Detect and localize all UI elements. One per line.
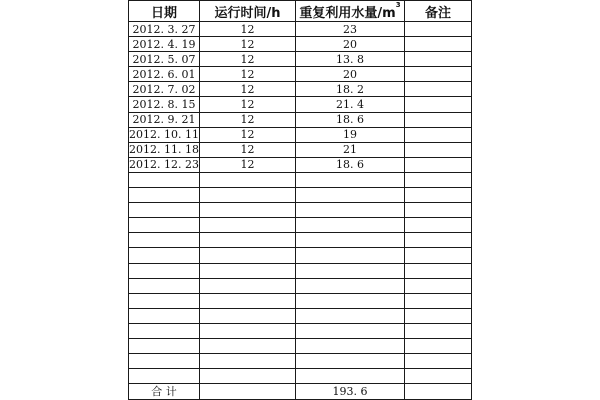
cell-date bbox=[129, 369, 200, 384]
cell-water bbox=[296, 172, 405, 187]
cell-runtime bbox=[200, 188, 296, 203]
cell-water bbox=[296, 323, 405, 338]
table-row bbox=[129, 369, 472, 384]
cell-runtime: 12 bbox=[200, 22, 296, 37]
cell-water: 19 bbox=[296, 127, 405, 142]
cell-remarks bbox=[405, 67, 472, 82]
cell-date bbox=[129, 248, 200, 263]
cell-remarks bbox=[405, 293, 472, 308]
table-row bbox=[129, 354, 472, 369]
cell-remarks bbox=[405, 157, 472, 172]
cell-runtime bbox=[200, 278, 296, 293]
cell-remarks bbox=[405, 97, 472, 112]
table-row bbox=[129, 22, 472, 37]
cell-water: 21. 4 bbox=[296, 97, 405, 112]
cell-water: 21 bbox=[296, 142, 405, 157]
cell-date: 2012. 3. 27 bbox=[129, 22, 200, 37]
cell-date: 2012. 8. 15 bbox=[129, 97, 200, 112]
cell-runtime bbox=[200, 263, 296, 278]
cell-date bbox=[129, 172, 200, 187]
cell-date: 2012. 11. 18 bbox=[129, 143, 199, 157]
cell-date bbox=[129, 203, 200, 218]
cell-date: 2012. 7. 02 bbox=[129, 82, 200, 97]
cell-remarks bbox=[405, 354, 472, 369]
table-row bbox=[129, 263, 472, 278]
cell-remarks bbox=[405, 112, 472, 127]
table-row bbox=[129, 323, 472, 338]
cell-date bbox=[129, 188, 200, 203]
table-row bbox=[129, 67, 472, 82]
cell-water: 20 bbox=[296, 67, 405, 82]
cell-runtime bbox=[200, 323, 296, 338]
header-water-label: 重复利用水量/m bbox=[299, 5, 396, 21]
cell-remarks bbox=[405, 323, 472, 338]
cell-date: 2012. 9. 21 bbox=[129, 112, 200, 127]
cell-runtime: 12 bbox=[200, 97, 296, 112]
cell-runtime: 12 bbox=[200, 37, 296, 52]
total-runtime bbox=[200, 384, 296, 400]
table-row bbox=[129, 248, 472, 263]
cell-date bbox=[129, 354, 200, 369]
cell-water bbox=[296, 308, 405, 323]
cell-remarks bbox=[405, 82, 472, 97]
cell-remarks bbox=[405, 308, 472, 323]
total-water: 193. 6 bbox=[296, 384, 405, 400]
cell-runtime bbox=[200, 248, 296, 263]
cell-remarks bbox=[405, 233, 472, 248]
cell-water bbox=[296, 188, 405, 203]
cell-runtime: 12 bbox=[200, 82, 296, 97]
cell-date bbox=[129, 218, 200, 233]
cell-water bbox=[296, 233, 405, 248]
cell-date bbox=[129, 278, 200, 293]
cell-water bbox=[296, 293, 405, 308]
table-row bbox=[129, 293, 472, 308]
cell-runtime bbox=[200, 293, 296, 308]
cell-water: 18. 6 bbox=[296, 112, 405, 127]
table-row bbox=[129, 278, 472, 293]
cell-water: 20 bbox=[296, 37, 405, 52]
cell-remarks bbox=[405, 172, 472, 187]
cell-date bbox=[129, 323, 200, 338]
cell-runtime bbox=[200, 218, 296, 233]
cell-date bbox=[129, 338, 200, 353]
cell-remarks bbox=[405, 278, 472, 293]
cell-remarks bbox=[405, 142, 472, 157]
cell-water bbox=[296, 218, 405, 233]
cell-date: 2012. 4. 19 bbox=[129, 37, 200, 52]
cell-remarks bbox=[405, 248, 472, 263]
cell-remarks bbox=[405, 22, 472, 37]
table-row bbox=[129, 308, 472, 323]
total-remarks bbox=[405, 384, 472, 400]
cell-date bbox=[129, 293, 200, 308]
cell-remarks bbox=[405, 37, 472, 52]
cell-remarks bbox=[405, 218, 472, 233]
cell-runtime bbox=[200, 308, 296, 323]
cell-date bbox=[129, 233, 200, 248]
cell-remarks bbox=[405, 338, 472, 353]
table-row bbox=[129, 52, 472, 67]
cell-water: 18. 2 bbox=[296, 82, 405, 97]
table-row bbox=[129, 233, 472, 248]
cell-water bbox=[296, 354, 405, 369]
cell-runtime: 12 bbox=[200, 112, 296, 127]
cell-water bbox=[296, 338, 405, 353]
table-row bbox=[129, 203, 472, 218]
table-row bbox=[129, 127, 472, 142]
table-row bbox=[129, 112, 472, 127]
cell-runtime bbox=[200, 233, 296, 248]
cell-water: 13. 8 bbox=[296, 52, 405, 67]
table-row bbox=[129, 37, 472, 52]
total-row bbox=[129, 384, 472, 400]
cell-date: 2012. 5. 07 bbox=[129, 52, 200, 67]
header-row bbox=[129, 1, 472, 22]
cell-date: 2012. 10. 11 bbox=[129, 128, 199, 142]
cell-water bbox=[296, 369, 405, 384]
header-water-volume bbox=[296, 1, 405, 22]
table-row bbox=[129, 338, 472, 353]
cell-remarks bbox=[405, 369, 472, 384]
header-remarks: 备注 bbox=[405, 1, 472, 22]
cell-runtime: 12 bbox=[200, 127, 296, 142]
cell-water bbox=[296, 203, 405, 218]
cell-remarks bbox=[405, 127, 472, 142]
table-body bbox=[129, 22, 472, 384]
cell-water: 18. 6 bbox=[296, 157, 405, 172]
cell-remarks bbox=[405, 263, 472, 278]
cell-water bbox=[296, 263, 405, 278]
cell-runtime bbox=[200, 338, 296, 353]
cell-water: 23 bbox=[296, 22, 405, 37]
table-row bbox=[129, 82, 472, 97]
header-date: 日期 bbox=[129, 1, 200, 22]
cell-runtime: 12 bbox=[200, 67, 296, 82]
cell-runtime bbox=[200, 354, 296, 369]
cell-runtime bbox=[200, 203, 296, 218]
cell-date bbox=[129, 308, 200, 323]
header-water-unit-superscript: 3 bbox=[395, 0, 401, 9]
cell-runtime bbox=[200, 369, 296, 384]
cell-runtime: 12 bbox=[200, 52, 296, 67]
cell-date: 2012. 12. 23 bbox=[129, 158, 199, 172]
cell-remarks bbox=[405, 188, 472, 203]
header-runtime: 运行时间/h bbox=[200, 1, 296, 22]
table-row bbox=[129, 142, 472, 157]
cell-water bbox=[296, 278, 405, 293]
cell-remarks bbox=[405, 203, 472, 218]
total-label: 合 计 bbox=[129, 384, 200, 400]
cell-runtime bbox=[200, 172, 296, 187]
cell-runtime: 12 bbox=[200, 142, 296, 157]
cell-runtime: 12 bbox=[200, 157, 296, 172]
cell-water bbox=[296, 248, 405, 263]
table-row bbox=[129, 157, 472, 172]
table-row bbox=[129, 188, 472, 203]
cell-remarks bbox=[405, 52, 472, 67]
table-row bbox=[129, 97, 472, 112]
cell-date: 2012. 6. 01 bbox=[129, 67, 200, 82]
cell-date bbox=[129, 263, 200, 278]
table-row bbox=[129, 172, 472, 187]
table-row bbox=[129, 218, 472, 233]
water-reuse-table bbox=[128, 0, 472, 400]
